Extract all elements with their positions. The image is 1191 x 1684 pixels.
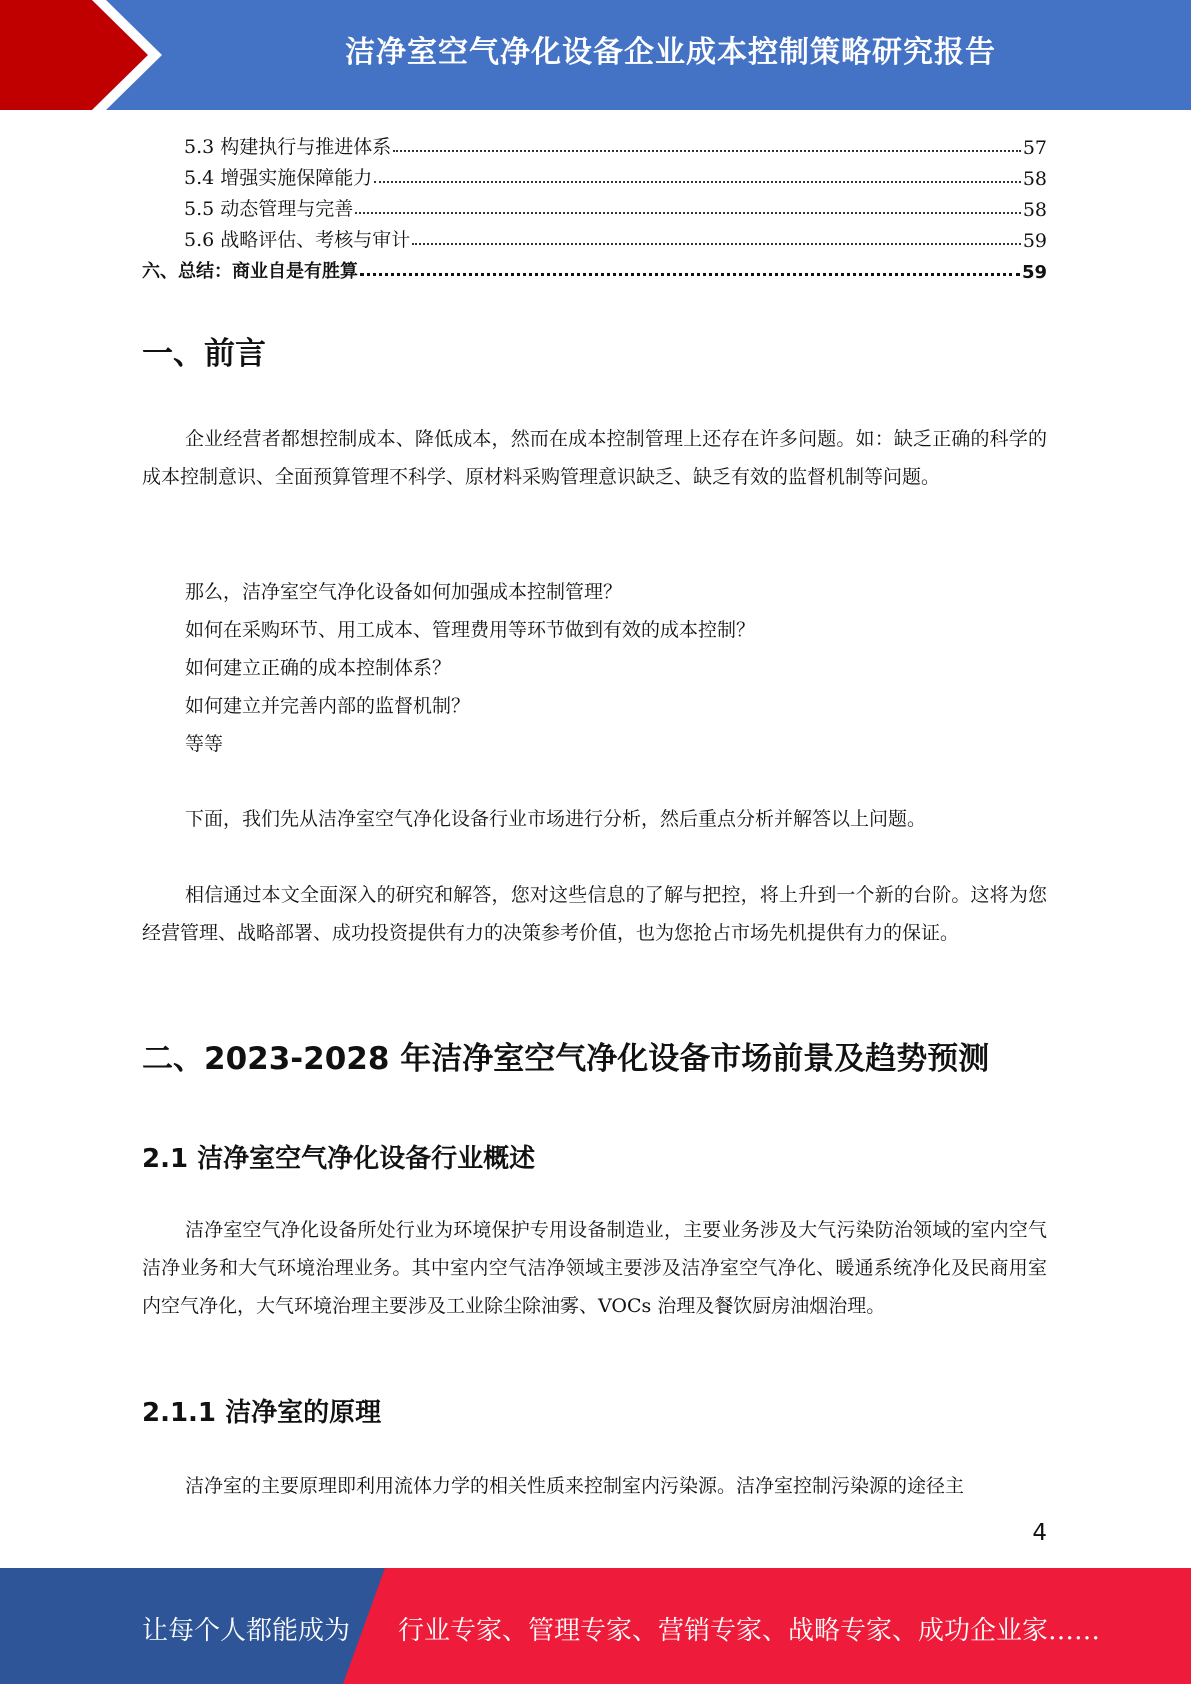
- toc-entry-page: 58: [1022, 168, 1047, 190]
- footer-slogan-right: 行业专家、管理专家、营销专家、战略专家、成功企业家……: [398, 1616, 1101, 1646]
- toc-entry-page: 59: [1021, 262, 1047, 283]
- toc-entry-label: 5.4 增强实施保障能力: [184, 167, 373, 189]
- body-paragraph: 企业经营者都想控制成本、降低成本，然而在成本控制管理上还存在许多问题。如：缺乏正确的科学的成本控制意识、全面预算管理不科学、原材料采购管理意识缺乏、缺乏有效的监督机制等问题。: [142, 428, 1047, 488]
- toc-leader-dots: [355, 212, 1021, 214]
- list-item: 如何建立正确的成本控制体系？: [185, 657, 452, 679]
- table-of-contents: [142, 128, 1047, 283]
- toc-leader-dots: [360, 273, 1020, 276]
- header-title: 洁净室空气净化设备企业成本控制策略研究报告: [345, 35, 996, 70]
- toc-entry-page: 58: [1022, 199, 1047, 221]
- subsection-heading: 2.1 洁净室空气净化设备行业概述: [142, 1144, 536, 1174]
- list-item: 如何在采购环节、用工成本、管理费用等环节做到有效的成本控制？: [185, 619, 756, 641]
- subsection-heading: 2.1.1 洁净室的原理: [142, 1398, 382, 1428]
- toc-leader-dots: [374, 181, 1021, 183]
- body-paragraph: 洁净室的主要原理即利用流体力学的相关性质来控制室内污染源。洁净室控制污染源的途径主: [185, 1475, 965, 1497]
- body-paragraph: 下面，我们先从洁净室空气净化设备行业市场进行分析，然后重点分析并解答以上问题。: [185, 808, 927, 830]
- toc-entry-label: 5.5 动态管理与完善: [184, 198, 354, 220]
- toc-entry[interactable]: [142, 190, 1047, 221]
- section-heading: 二、2023-2028 年洁净室空气净化设备市场前景及趋势预测: [142, 1041, 990, 1077]
- question-list: [185, 573, 1045, 763]
- toc-entry-label: 5.3 构建执行与推进体系: [184, 136, 392, 158]
- body-paragraph: 相信通过本文全面深入的研究和解答，您对这些信息的了解与把控，将上升到一个新的台阶。这将为您经营管理、战略部署、成功投资提供有力的决策参考价值，也为您抢占市场先机提供有力的保证。: [142, 884, 1047, 944]
- toc-entry[interactable]: [142, 128, 1047, 159]
- list-item: 等等: [185, 733, 224, 755]
- toc-leader-dots: [412, 243, 1021, 245]
- page-header: [0, 0, 1191, 110]
- toc-entry-label: 5.6 战略评估、考核与审计: [184, 229, 411, 251]
- toc-entry-label: 六、总结：商业自是有胜算: [142, 261, 358, 282]
- body-paragraph: 洁净室空气净化设备所处行业为环境保护专用设备制造业，主要业务涉及大气污染防治领域的室内空气洁净业务和大气环境治理业务。其中室内空气洁净领域主要涉及洁净室空气净化、暖通系统净化及民商用室内空气净化，大气环境治理主要涉及工业除尘除油雾、VOCs 治理及餐饮厨房油烟治理。: [142, 1219, 1047, 1317]
- section-heading: 一、前言: [142, 336, 266, 372]
- toc-entry-page: 57: [1022, 137, 1047, 159]
- toc-leader-dots: [393, 150, 1021, 152]
- toc-entry[interactable]: [142, 252, 1047, 283]
- page-footer: [0, 1568, 1191, 1684]
- toc-entry[interactable]: [142, 159, 1047, 190]
- footer-slogan-left: 让每个人都能成为: [142, 1616, 351, 1646]
- page-number: 4: [1032, 1520, 1047, 1546]
- list-item: 那么，洁净室空气净化设备如何加强成本控制管理？: [185, 581, 623, 603]
- toc-entry[interactable]: [142, 221, 1047, 252]
- toc-entry-page: 59: [1022, 230, 1047, 252]
- list-item: 如何建立并完善内部的监督机制？: [185, 695, 471, 717]
